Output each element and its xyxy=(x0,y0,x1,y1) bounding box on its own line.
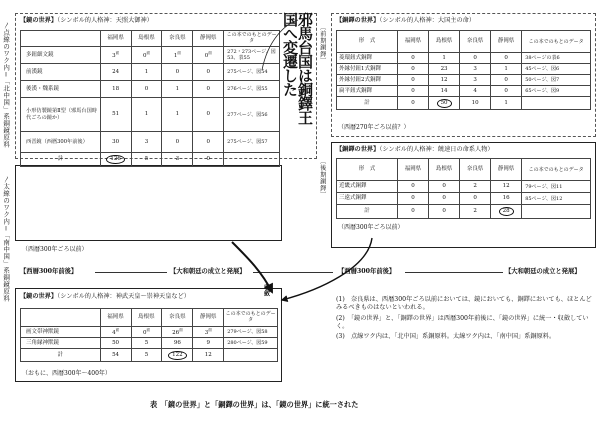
note-item: (3) 点線ワク内は、「北中国」系銅原料。太線ワク内は、「南中国」系銅原料。 xyxy=(336,333,556,341)
table-row: 三角縁神獣鏡 50 5 96 9 280ページ、図59 xyxy=(21,338,278,349)
side-label-late-dotaku: 〔後期銅鐸〕 xyxy=(318,158,326,199)
header-shimane: 島根県 xyxy=(131,31,162,47)
header-shizuoka: 静岡県 xyxy=(193,31,224,47)
header-source-data: この本でのもとのデータ xyxy=(224,31,280,47)
table-row: 画文帯神獣鏡 $4^面$ $0^面$ $26^面$ $3^面$ 279ページ、図58 xyxy=(21,327,278,338)
header-fukuoka: 福岡県 xyxy=(100,31,131,47)
circled-value: 50 xyxy=(437,99,452,108)
table-row: 菱環鈕式銅鐸 0 1 0 0 38ページの表6 xyxy=(337,53,591,64)
kagami-top-period: （西暦300年ごろ以前） xyxy=(22,246,88,253)
table-row: 扁平鈕式銅鐸 0 14 4 0 65ページ、図9 xyxy=(337,86,591,97)
circled-value: 28 xyxy=(499,207,514,216)
header-nara: 奈良県 xyxy=(162,31,193,47)
table-row: 外縁付鈕2式銅鐸 0 12 3 0 50ページ、図7 xyxy=(337,75,591,86)
note-item: (1) 奈良県は、西暦300年ごろ以前においては、鏡においても、銅鐸においても、ほとんどみるべきものはないといわれる。 xyxy=(336,296,592,312)
kagami-bottom-heading: 【鏡の世界】（シンボル的人格神：神武天皇～崇神天皇など） xyxy=(20,293,190,300)
dotaku-bottom-heading: 【銅鐸の世界】（シンボル的人格神：饒速日の命系人物） xyxy=(336,146,494,153)
shushuku-label: 収斂 xyxy=(262,284,270,296)
table-row-total: 計 0 0 2 28 xyxy=(337,205,591,219)
table-row: 小形仿製鏡第Ⅱ型（邪馬台国時代ごろの鏡か） 51 1 1 0 277ページ、図56 xyxy=(21,98,280,132)
section-tag-yamato-right: 【大和朝廷の成立と発展】 xyxy=(505,268,581,275)
side-label-early-dotaku: 〔前期銅鐸〕 xyxy=(318,24,326,65)
dotaku-bottom-table: 形 式 福岡県 島根県 奈良県 静岡県 この本でのもとのデータ 近畿式銅鐸 0 0 2 12 79ページ、図11 三遠式銅鐸 0 0 0 16 85ページ、図12 計 0 0 2 28 xyxy=(336,158,591,219)
table-row-total: 計 54 5 122 12 xyxy=(21,349,278,362)
arrow-from-seishin xyxy=(232,242,272,292)
circled-value: 122 xyxy=(168,351,187,360)
handwritten-note: 邪馬台国は銅鐸王国へ変遷した xyxy=(281,12,314,124)
table-row: 西晋鏡（西暦300年前後） 30 3 0 0 275ページ、図57 xyxy=(21,132,280,153)
kagami-top-heading: 【鏡の世界】（シンボル的人格神：天照大御神） xyxy=(20,17,153,24)
circled-value: 126 xyxy=(106,155,125,164)
table-row: 多鈕細文鏡 $3^面$ $0^面$ $1^面$ $0^面$ 272・273ページ、図53、表55 xyxy=(21,47,280,64)
section-tag-300ad-right: 【西暦300年前後】 xyxy=(338,268,396,275)
table-row-total: 計 126 5 3 0 xyxy=(21,153,280,167)
table-caption: 表 「鏡の世界」と「銅鐸の世界」は、「鏡の世界」に統一された xyxy=(150,400,359,409)
note-item: (2) 「鏡の世界」と、「銅鐸の世界」は西暦300年前後に、「鏡の世界」に統一・収斂していく。 xyxy=(336,314,589,331)
table-row: 外縁付鈕1式銅鐸 0 23 3 1 45ページ、図6 xyxy=(337,64,591,75)
kagami-bottom-period: （おもに、西暦300年～400年） xyxy=(22,370,111,377)
arrow-from-dotaku xyxy=(282,238,372,300)
table-row-total: 計 0 50 10 1 xyxy=(337,97,591,110)
table-row: 後漢・魏系鏡 18 0 1 0 276ページ、図55 xyxy=(21,81,280,98)
section-tag-yamato-left: 【大和朝廷の成立と発展】 xyxy=(170,268,246,275)
dotaku-top-table: 形 式 福岡県 島根県 奈良県 静岡県 この本でのもとのデータ 菱環鈕式銅鐸 0 1 0 0 38ページの表6 外縁付鈕1式銅鐸 0 23 3 1 45ページ、図6 外縁付鈕2式銅鐸 0 12 3 0 50ページ、図7 扁平鈕式銅鐸 0 14 4 0 65ページ、図9 計 0 50 10 1 xyxy=(336,30,591,110)
handwritten-leader xyxy=(262,20,298,70)
kagami-bottom-table: 福岡県 島根県 奈良県 静岡県 この本でのもとのデータ 画文帯神獣鏡 $4^面$ $0^面$ $26^面$ $3^面$ 279ページ、図58 三角縁神獣鏡 50 5 96 9 280ページ、図59 計 54 5 122 12 xyxy=(20,308,278,362)
table-row: 近畿式銅鐸 0 0 2 12 79ページ、図11 xyxy=(337,181,591,193)
notes-block xyxy=(336,296,594,342)
table-row: 三遠式銅鐸 0 0 0 16 85ページ、図12 xyxy=(337,193,591,205)
table-row: 前漢鏡 24 1 0 0 275ページ、図54 xyxy=(21,64,280,81)
section-tag-300ad-left: 【西暦300年前後】 xyxy=(20,268,78,275)
side-label-north: 〳点線のワク内＝「北中国」系銅鏡原料 xyxy=(2,22,11,148)
dotaku-top-heading: 【銅鐸の世界】（シンボル的人格神：大国主の命） xyxy=(336,17,476,24)
dotaku-bottom-period: （西暦300年ごろ以前） xyxy=(338,224,404,231)
dotaku-top-period: （西暦270年ごろ以前？） xyxy=(338,124,410,131)
side-label-south: 〳太線のワク内＝「南中国」系銅鏡原料 xyxy=(2,176,11,302)
